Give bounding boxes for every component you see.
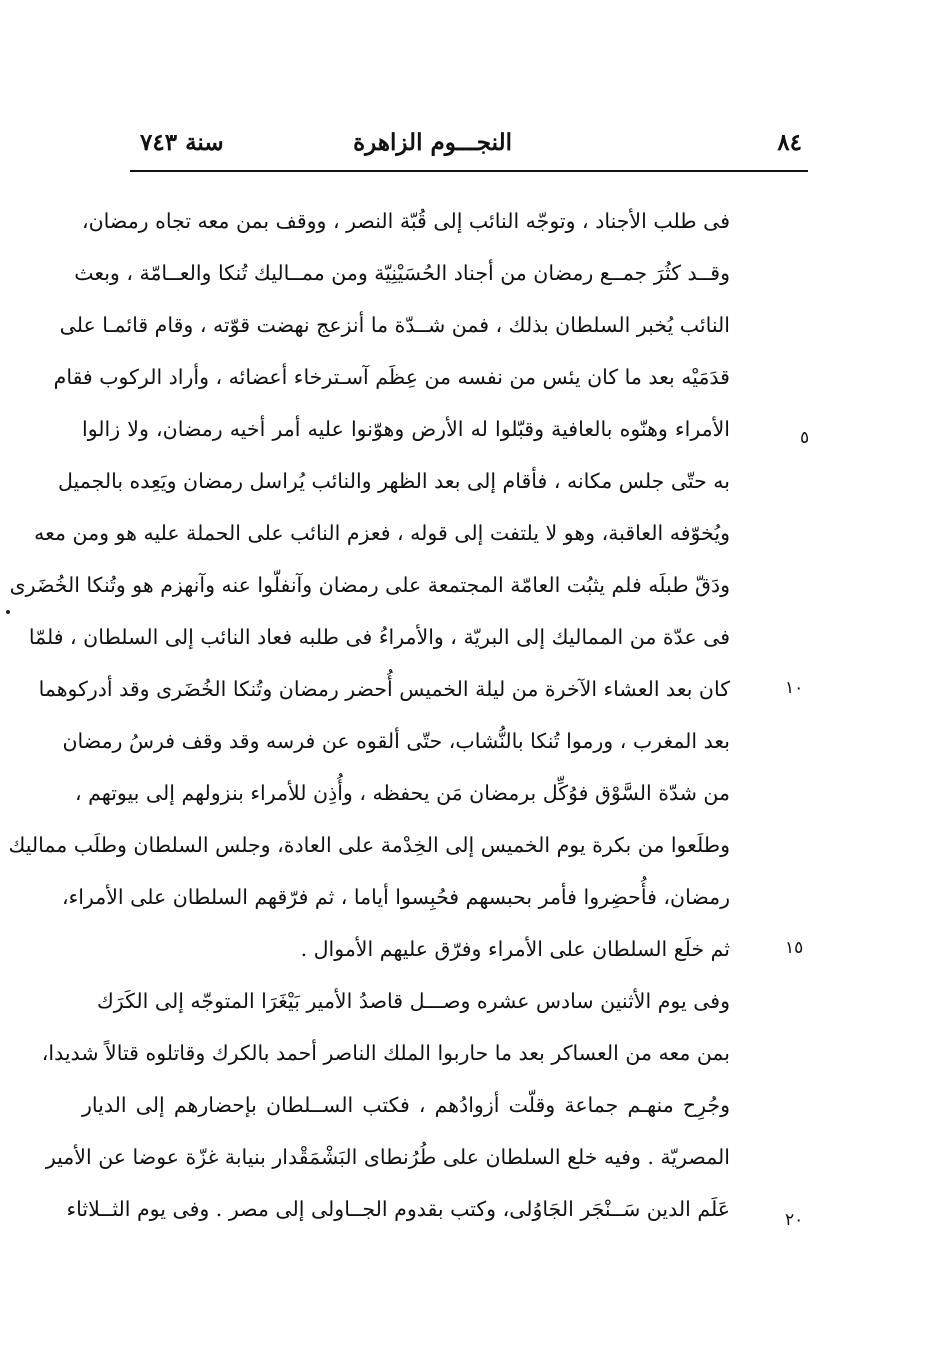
text-line: بمن معه من العساكر بعد ما حاربوا الملك الناصر أحمد بالكرك وقاتلوه قتالاً شديدا، bbox=[41, 1041, 730, 1065]
header-rule bbox=[130, 170, 808, 172]
line-number-20: ٢٠ bbox=[785, 1210, 804, 1230]
year-heading: سنة ٧٤٣ bbox=[140, 129, 224, 156]
text-line: وقــد كثُرَ جمــع رمضان من أجناد الحُسَيْنِيّة ومن ممــاليك تُنكا والعــامّة ، وبعث bbox=[74, 261, 730, 285]
text-line: فى طلب الأجناد ، وتوجّه النائب إلى قُبّة النصر ، ووقف بمن معه تجاه رمضان، bbox=[82, 209, 730, 233]
text-line: كان بعد العشاء الآخرة من ليلة الخميس أُحضر رمضان وتُنكا الخُضَرى وقد أدركوهما bbox=[38, 677, 730, 701]
text-line: بعد المغرب ، ورموا تُنكا بالنُّشاب، حتّى ألقوه عن فرسه وقد وقف فرسُ رمضان bbox=[62, 729, 730, 753]
text-line: فى عدّة من المماليك إلى البريّة ، والأمراءُ فى طلبه فعاد النائب إلى السلطان ، فلمّا bbox=[28, 625, 730, 649]
text-line: قدَمَيْه بعد ما كان يئس من نفسه من عِظَم آسـترخاء أعضائه ، وأراد الركوب فقام bbox=[53, 365, 730, 389]
page-number: ٨٤ bbox=[777, 129, 802, 156]
text-line: وطلَعوا من بكرة يوم الخميس إلى الخِدْمة على العادة، وجلس السلطان وطلَب مماليك bbox=[8, 833, 730, 857]
text-line: به حتّى جلس مكانه ، فأقام إلى بعد الظهر والنائب يُراسل رمضان ويَعِده بالجميل bbox=[58, 469, 730, 493]
text-line: رمضان، فأُحضِروا فأمر بحبسهم فحُبِسوا أياما ، ثم فرّقهم السلطان على الأمراء، bbox=[61, 885, 730, 909]
running-title: النجـــوم الزاهرة bbox=[353, 129, 512, 156]
line-number-5: ٥ bbox=[800, 428, 810, 448]
text-line: وفى يوم الأثنين سادس عشره وصـــل قاصدُ الأمير بَيْغَرَا المتوجّه إلى الكَرَك bbox=[96, 989, 730, 1013]
text-line: ويُخوّفه العاقبة، وهو لا يلتفت إلى قوله ، فعزم النائب على الحملة عليه هو ومن معه bbox=[34, 521, 730, 545]
line-number-10: ١٠ bbox=[785, 678, 804, 698]
text-line: ودَقّ طبلَه فلم يثبُت العامّة المجتمعة على رمضان وآنفلّوا عنه وآنهزم هو وتُنكا الخُضَرى bbox=[9, 573, 730, 597]
page-header bbox=[130, 128, 808, 168]
text-line: وجُرِح منهـم جماعة وقلّت أزوادُهم ، فكتب الســلطان بإحضارهم إلى الديار bbox=[82, 1093, 730, 1117]
text-line: عَلَم الدين سَــنْجَر الجَاوُلى، وكتب بقدوم الجــاولى إلى مصر . وفى يوم الثــلاثاء bbox=[66, 1197, 730, 1221]
text-line: من شدّة السَّوْق فوُكِّل برمضان مَن يحفظه ، وأُذِن للأمراء بنزولهم إلى بيوتهم ، bbox=[74, 781, 730, 805]
scan-speck bbox=[6, 610, 10, 614]
text-line: النائب يُخبر السلطان بذلك ، فمن شــدّة ما أنزعج نهضت قوّته ، وقام قائمـا على bbox=[59, 313, 730, 337]
text-line: المصريّة . وفيه خلع السلطان على طُرُنطاى البَشْمَقْدار بنيابة غزّة عوضا عن الأمير bbox=[45, 1145, 730, 1169]
text-line: الأمراء وهنّوه بالعافية وقبّلوا له الأرض وهوّنوا عليه أمر أخيه رمضان، ولا زالوا bbox=[82, 417, 730, 441]
line-number-15: ١٥ bbox=[785, 938, 804, 958]
text-line: ثم خلَع السلطان على الأمراء وفرّق عليهم الأموال . bbox=[300, 937, 730, 961]
